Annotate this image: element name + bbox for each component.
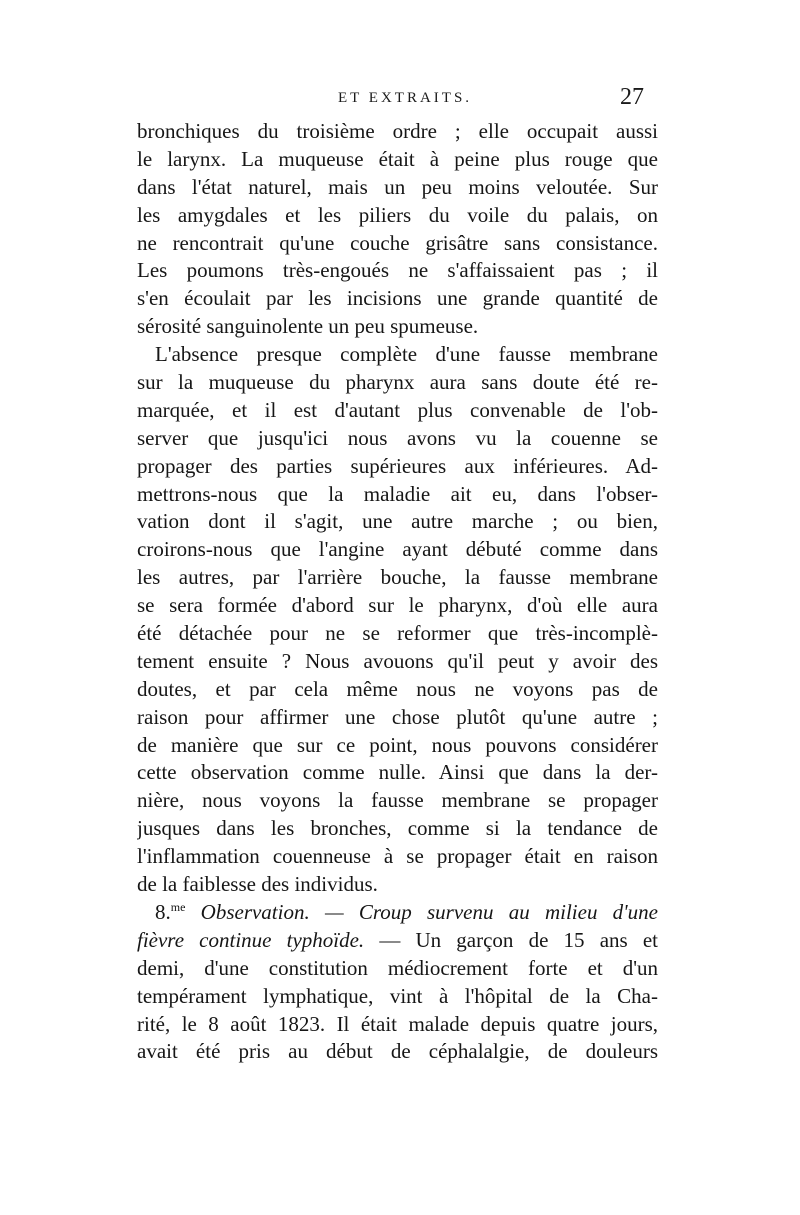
text-line: avait été pris au début de céphalalgie, de douleurs [137, 1039, 658, 1064]
page-number: 27 [620, 84, 644, 110]
text-line: jusques dans les bronches, comme si la tendance de [137, 816, 658, 841]
observation-number: 8. [155, 899, 171, 924]
text-line: les autres, par l'arrière bouche, la fausse membrane [137, 565, 658, 590]
observation-subtitle: fièvre continue typhoïde. [137, 927, 365, 952]
text-line: tement ensuite ? Nous avouons qu'il peut y avoir des [137, 648, 658, 673]
text-line: ne rencontrait qu'une couche grisâtre sans consistance. [137, 230, 658, 255]
text-line: nière, nous voyons la fausse membrane se propager [137, 788, 658, 813]
ordinal-superscript: me [170, 899, 186, 914]
observation-heading [137, 899, 658, 927]
text-line: le larynx. La muqueuse était à peine plus rouge que [137, 146, 658, 171]
text-line: mettrons-nous que la maladie ait eu, dans l'obser- [137, 481, 658, 506]
text-line: marquée, et il est d'autant plus convenable de l'ob- [137, 397, 658, 422]
running-title: ET EXTRAITS. [338, 90, 473, 106]
text-line: se sera formée d'abord sur le pharynx, d'où elle aura [137, 593, 658, 618]
text-line: l'inflammation couenneuse à se propager était en raison [137, 844, 658, 869]
observation-subtitle-rest: — Un garçon de 15 ans et [379, 927, 658, 952]
text-line: dans l'état naturel, mais un peu moins veloutée. Sur [137, 174, 658, 199]
text-line: été détachée pour ne se reformer que très-incomplè- [137, 621, 658, 646]
text-line: Les poumons très-engoués ne s'affaissaient pas ; il [137, 258, 658, 283]
text-line: tempérament lymphatique, vint à l'hôpital de la Cha- [137, 983, 658, 1008]
text-line: raison pour affirmer une chose plutôt qu'une autre ; [137, 704, 658, 729]
text-line: de la faiblesse des individus. [137, 872, 378, 897]
text-line: de manière que sur ce point, nous pouvons considérer [137, 732, 658, 757]
text-line: bronchiques du troisième ordre ; elle occupait aussi [137, 119, 658, 143]
text-line: server que jusqu'ici nous avons vu la couenne se [137, 425, 658, 450]
observation-subtitle-line [137, 927, 658, 955]
observation-title: Observation. — Croup survenu au milieu d'une [200, 899, 658, 924]
text-line: s'en écoulait par les incisions une grande quantité de [137, 286, 658, 311]
text-line: propager des parties supérieures aux inférieures. Ad- [137, 453, 658, 478]
text-line: vation dont il s'agit, une autre marche ; ou bien, [137, 509, 658, 534]
text-line: sur la muqueuse du pharynx aura sans doute été re- [137, 370, 658, 395]
body-text [137, 118, 658, 1066]
text-line: cette observation comme nulle. Ainsi que dans la der- [137, 760, 658, 785]
text-line: rité, le 8 août 1823. Il était malade depuis quatre jours, [137, 1011, 658, 1036]
text-line: doutes, et par cela même nous ne voyons pas de [137, 676, 658, 701]
text-line: L'absence presque complète d'une fausse membrane [155, 342, 658, 367]
text-line: demi, d'une constitution médiocrement forte et d'un [137, 955, 658, 980]
text-line: croirons-nous que l'angine ayant débuté comme dans [137, 537, 658, 562]
text-line: sérosité sanguinolente un peu spumeuse. [137, 314, 479, 339]
text-line: les amygdales et les piliers du voile du palais, on [137, 202, 658, 227]
